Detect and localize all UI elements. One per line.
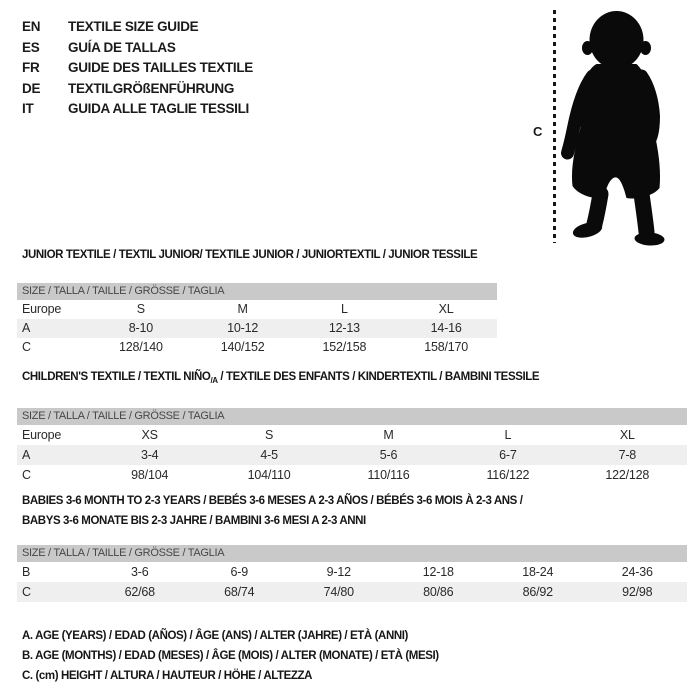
table-row-europe	[17, 425, 687, 445]
size-value: 122/128	[605, 468, 650, 482]
title-part: / TEXTILE DES ENFANTS / KINDERTEXTIL / BAMBINI TESSILE	[217, 371, 540, 383]
toddler-silhouette-icon	[556, 6, 692, 248]
size-value: M	[237, 302, 248, 316]
junior-size-table	[17, 283, 497, 357]
language-row-de	[22, 79, 253, 100]
row-label: A	[22, 321, 31, 335]
language-row-en	[22, 17, 253, 38]
size-value: 12-18	[422, 565, 454, 579]
size-value: 68/74	[224, 585, 255, 599]
table-row-europe	[17, 300, 497, 319]
size-value: 14-16	[430, 321, 462, 335]
size-value: 74/80	[323, 585, 354, 599]
section-title: JUNIOR TEXTILE / TEXTIL JUNIOR/ TEXTILE JUNIOR / JUNIORTEXTIL / JUNIOR TESSILE	[22, 249, 478, 261]
size-value: 6-9	[230, 565, 248, 579]
language-title: TEXTILE SIZE GUIDE	[68, 19, 199, 34]
table-row-age	[17, 445, 687, 465]
size-value: 18-24	[522, 565, 554, 579]
size-value: 3-4	[140, 448, 159, 462]
size-value: 110/116	[367, 468, 410, 482]
footnote-c: C. (cm) HEIGHT / ALTURA / HAUTEUR / HÖHE / ALTEZZA	[22, 670, 313, 682]
size-value: XL	[438, 302, 454, 316]
table-row-height	[17, 338, 497, 357]
title-part: CHILDREN'S TEXTILE / TEXTIL NIÑO	[22, 371, 211, 383]
size-value: L	[340, 302, 348, 316]
size-value: 152/158	[322, 340, 367, 354]
table-row-height	[17, 465, 687, 485]
row-label: C	[22, 340, 31, 354]
babies-size-table	[17, 545, 687, 602]
table-row-age	[17, 319, 497, 338]
row-label: C	[22, 468, 31, 482]
language-code: ES	[22, 39, 40, 55]
size-value: 10-12	[227, 321, 259, 335]
size-value: 98/104	[131, 468, 169, 482]
size-header-bar: SIZE / TALLA / TAILLE / GRÖSSE / TAGLIA	[17, 408, 687, 425]
language-title: GUIDE DES TAILLES TEXTILE	[68, 60, 254, 75]
size-value: 3-6	[131, 565, 149, 579]
language-code: EN	[22, 19, 41, 34]
language-code: DE	[22, 80, 41, 96]
language-row-it	[22, 99, 253, 120]
language-row-es	[22, 38, 253, 59]
size-value: 116/122	[486, 468, 530, 482]
size-value: S	[265, 428, 274, 442]
language-title-block	[22, 17, 253, 120]
size-value: 86/92	[522, 585, 553, 599]
size-header-bar: SIZE / TALLA / TAILLE / GRÖSSE / TAGLIA	[17, 283, 497, 300]
language-title: GUÍA DE TALLAS	[68, 39, 176, 55]
section-title	[17, 491, 687, 531]
table-row-months	[17, 562, 687, 582]
size-value: 6-7	[499, 448, 517, 462]
height-measure-label: C	[533, 124, 543, 139]
size-value: 80/86	[423, 585, 454, 599]
size-value: 92/98	[622, 585, 653, 599]
row-label: Europe	[22, 302, 62, 316]
size-value: XL	[619, 428, 635, 442]
footnote-legend	[22, 626, 439, 686]
size-value: 24-36	[621, 565, 653, 579]
language-code: FR	[22, 60, 40, 75]
row-label: A	[22, 448, 31, 462]
size-value: 7-8	[618, 448, 637, 462]
junior-textile-section	[17, 249, 497, 357]
size-value: 12-13	[328, 321, 360, 335]
title-line: BABIES 3-6 MONTH TO 2-3 YEARS / BEBÉS 3-6 MESES A 2-3 AÑOS / BÉBÉS 3-6 MOIS À 2-3 ANS /	[22, 495, 523, 507]
size-value: 9-12	[326, 565, 351, 579]
footnote-b: B. AGE (MONTHS) / EDAD (MESES) / ÂGE (MOIS) / ALTER (MONATE) / ETÀ (MESI)	[22, 650, 439, 662]
language-code: IT	[22, 101, 34, 116]
size-value: 8-10	[128, 321, 153, 335]
children-textile-section	[17, 371, 687, 485]
size-value: L	[504, 428, 512, 442]
size-value: 158/170	[424, 340, 469, 354]
size-value: XS	[141, 428, 158, 442]
size-value: S	[136, 302, 145, 316]
size-value: 140/152	[220, 340, 265, 354]
title-subscript: /A	[210, 376, 218, 385]
size-value: 4-5	[260, 448, 278, 462]
row-label: B	[22, 565, 31, 579]
size-value: 62/68	[124, 585, 155, 599]
babies-textile-section	[17, 491, 687, 602]
language-title: TEXTILGRÖßENFÜHRUNG	[68, 80, 235, 96]
row-label: C	[22, 585, 31, 599]
row-label: Europe	[22, 428, 62, 442]
size-value: M	[383, 428, 394, 442]
language-row-fr	[22, 58, 253, 79]
footnote-a: A. AGE (YEARS) / EDAD (AÑOS) / ÂGE (ANS) / ALTER (JAHRE) / ETÀ (ANNI)	[22, 630, 408, 642]
section-title	[17, 371, 687, 387]
size-header-bar: SIZE / TALLA / TAILLE / GRÖSSE / TAGLIA	[17, 545, 687, 562]
title-line: BABYS 3-6 MONATE BIS 2-3 JAHRE / BAMBINI 3-6 MESI A 2-3 ANNI	[22, 515, 366, 527]
size-value: 104/110	[247, 468, 291, 482]
size-value: 5-6	[379, 448, 398, 462]
size-value: 128/140	[118, 340, 163, 354]
children-size-table	[17, 408, 687, 485]
table-row-height	[17, 582, 687, 602]
language-title: GUIDA ALLE TAGLIE TESSILI	[68, 101, 249, 116]
